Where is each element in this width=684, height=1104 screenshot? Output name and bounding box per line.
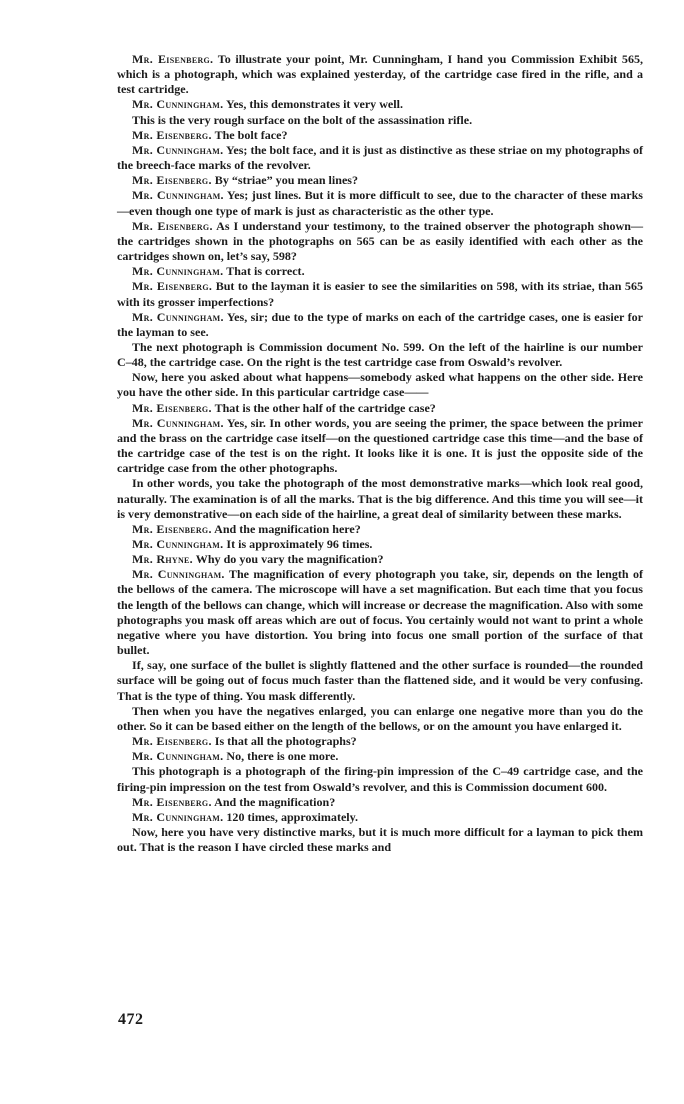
speaker-name: Mr. Eisenberg. [132,794,212,809]
paragraph [117,552,643,567]
paragraph-text: The magnification of every photograph you take, sir, depends on the length of the bellows of the camera. The microscope will have a set magnification. But each time that you focus the length of the bellows can change, which will increase or decrease the magnification. Also with some photographs you mask off areas which are out of focus. You certainly would not want to print a whole negative where you have distortion. You bring into focus one small portion of the surface of that bullet. [117,567,643,658]
paragraph [117,113,643,128]
paragraph-text: Yes; the bolt face, and it is just as distinctive as these striae on my photographs of the breech-face marks of the revolver. [117,142,643,173]
testimony-text [117,52,643,855]
paragraph [117,522,643,537]
speaker-name: Mr. Eisenberg. [132,400,212,415]
paragraph-text: And the magnification? [214,794,336,809]
page-number: 472 [118,1011,144,1028]
paragraph [117,264,643,279]
paragraph [117,795,643,810]
paragraph [117,734,643,749]
paragraph-text: And the magnification here? [214,521,361,536]
speaker-name: Mr. Eisenberg. [132,52,214,66]
paragraph [117,416,643,477]
paragraph [117,52,643,97]
paragraph-text: It is approximately 96 times. [226,537,373,551]
paragraph [117,658,643,703]
paragraph-text: 120 times, approximately. [226,809,359,824]
paragraph-text: The bolt face? [214,127,288,142]
paragraph-text: Why do you vary the magnification? [195,552,384,567]
speaker-name: Mr. Cunningham. [132,309,224,324]
speaker-name: Mr. Cunningham. [132,749,224,764]
paragraph [117,825,643,855]
speaker-name: Mr. Eisenberg. [132,218,213,233]
speaker-name: Mr. Cunningham. [132,537,224,551]
speaker-name: Mr. Eisenberg. [132,279,213,294]
paragraph-text: No, there is one more. [226,749,339,764]
paragraph [117,188,643,218]
speaker-name: Mr. Rhyne. [132,552,193,567]
paragraph [117,97,643,112]
paragraph-text: Now, here you have very distinctive marks, but it is much more difficult for a layman to pick them out. That is the reason I have circled these marks and [117,824,643,855]
paragraph [117,476,643,521]
paragraph [117,810,643,825]
paragraph-text: The next photograph is Commission document No. 599. On the left of the hairline is our number C–48, the cartridge case. On the right is the test cartridge case from Oswald’s revolver. [117,339,643,370]
paragraph-text: Yes, sir; due to the type of marks on each of the cartridge cases, one is easier for the layman to see. [117,309,643,339]
speaker-name: Mr. Cunningham. [132,97,224,112]
paragraph-text: That is correct. [226,264,305,279]
paragraph-text: Is that all the photographs? [214,734,357,749]
paragraph-text: By “striae” you mean lines? [214,173,359,188]
paragraph-text: Yes, this demonstrates it very well. [225,97,403,112]
paragraph [117,401,643,416]
speaker-name: Mr. Cunningham. [132,188,224,203]
speaker-name: Mr. Cunningham. [132,264,224,279]
paragraph [117,704,643,734]
speaker-name: Mr. Eisenberg. [132,127,212,142]
paragraph-text: In other words, you take the photograph of the most demonstrative marks—which look real good, naturally. The examination is of all the marks. That is the big difference. And this time you will see—it is very demonstrative—on each side of the hairline, a great deal of similarity between these marks. [117,476,643,521]
paragraph [117,764,643,794]
paragraph-text: As I understand your testimony, to the trained observer the photograph shown—the cartridges shown in the photographs on 565 can be as easily identified with each other as the cartridges shown on, let’s say, 598? [117,218,643,264]
speaker-name: Mr. Eisenberg. [132,173,212,188]
speaker-name: Mr. Cunningham. [132,142,224,157]
paragraph [117,340,643,370]
paragraph [117,143,643,173]
paragraph-text: But to the layman it is easier to see the similarities on 598, with its striae, than 565 with its grosser imperfections? [117,279,644,309]
paragraph [117,279,643,309]
paragraph [117,173,643,188]
speaker-name: Mr. Cunningham. [132,415,224,430]
paragraph-text: Then when you have the negatives enlarged, you can enlarge one negative more than you do the other. So it can be based either on the length of the bellows, or on the amount you have enlarged it. [117,703,643,733]
speaker-name: Mr. Eisenberg. [132,734,212,749]
speaker-name: Mr. Cunningham. [132,809,224,824]
paragraph [117,749,643,764]
paragraph [117,310,643,340]
paragraph-text: This photograph is a photograph of the firing-pin impression of the C–49 cartridge case, and the firing-pin impression on the test from Oswald’s revolver, and this is Commission document 600. [117,764,643,794]
paragraph-text: This is the very rough surface on the bolt of the assassination rifle. [132,112,473,127]
paragraph [117,370,643,400]
paragraph-text: If, say, one surface of the bullet is slightly flattened and the other surface is rounded—the rounded surface will be going out of focus much faster than the flattened side, and it would be very confusing. That is the type of thing. You mask differently. [117,658,643,703]
paragraph [117,567,643,658]
paragraph-text: Yes, sir. In other words, you are seeing the primer, the space between the primer and the brass on the cartridge case itself—on the questioned cartridge case this time—and the base of the cartridge case of the test is on the right. It looks like it is one. It is just the opposite side of the cartridge case from the other photographs. [117,415,643,476]
paragraph [117,128,643,143]
paragraph [117,219,643,264]
paragraph-text: Yes; just lines. But it is more difficult to see, due to the character of these marks—even though one type of mark is just as characteristic as the other type. [117,188,643,218]
speaker-name: Mr. Cunningham. [132,567,225,582]
paragraph-text: That is the other half of the cartridge case? [214,400,436,415]
paragraph-text: Now, here you asked about what happens—somebody asked what happens on the other side. Here you have the other side. In this particular cartridge case—— [117,370,643,400]
paragraph [117,537,643,552]
speaker-name: Mr. Eisenberg. [132,521,212,536]
paragraph-text: To illustrate your point, Mr. Cunningham, I hand you Commission Exhibit 565, which is a photograph, which was explained yesterday, of the cartridge case fired in the rifle, and a test cartridge. [117,52,644,97]
